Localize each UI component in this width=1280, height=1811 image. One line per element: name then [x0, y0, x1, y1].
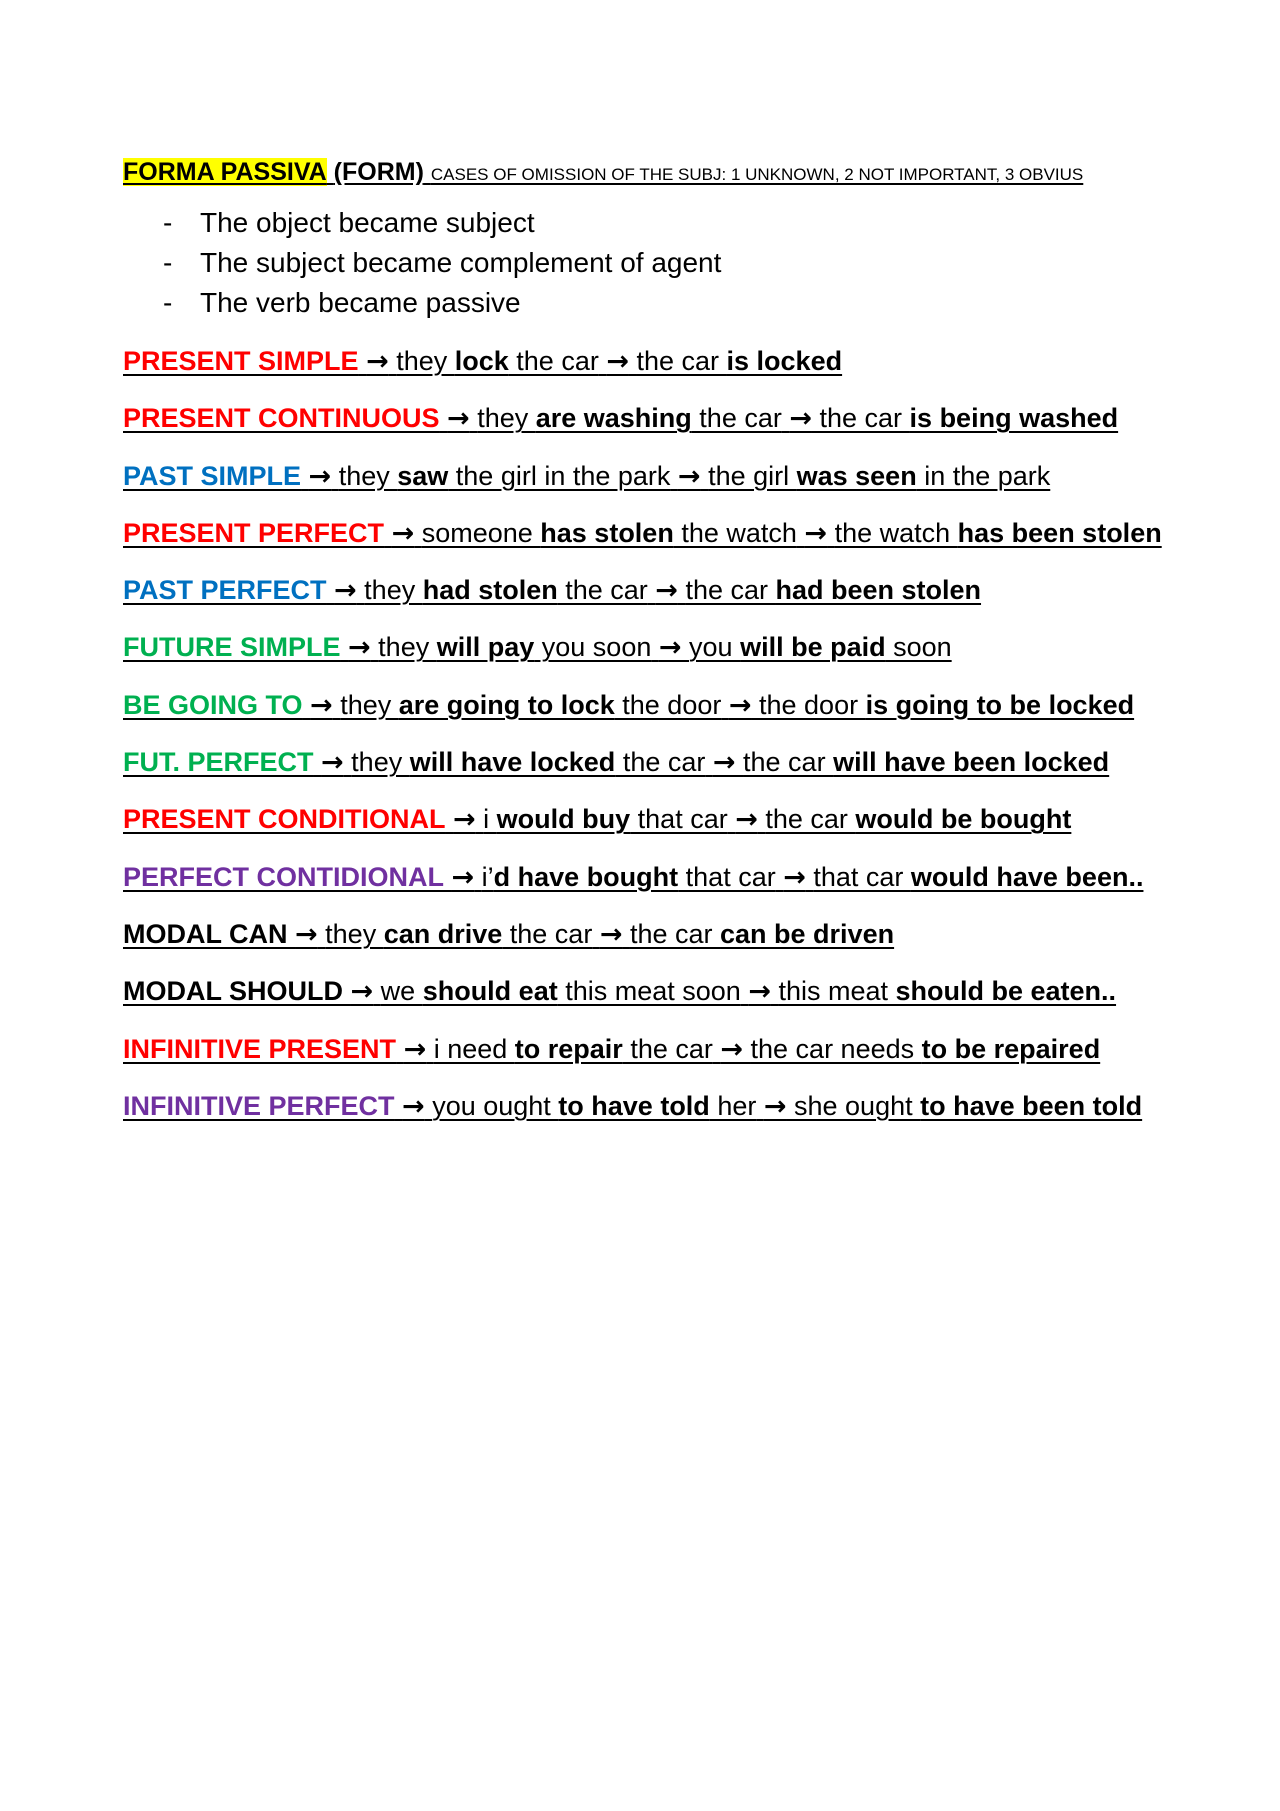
passive-sentence-segment: has been stolen: [957, 517, 1162, 548]
passive-sentence-segment: the car: [765, 804, 856, 835]
active-sentence-segment: the car: [508, 346, 599, 376]
arrow-right-icon: →: [350, 976, 374, 1008]
active-sentence-segment: we: [380, 976, 423, 1007]
rule-text: The object became subject: [200, 207, 535, 238]
active-sentence-segment: has stolen: [540, 517, 674, 548]
arrow-right-icon: →: [748, 976, 771, 1008]
form-label: (FORM): [333, 158, 424, 186]
tense-row: [123, 914, 1163, 954]
tense-row: [123, 570, 1163, 610]
passive-sentence-segment: will be paid: [740, 632, 886, 663]
rule-list-item: [123, 283, 1163, 323]
active-sentence-segment: will have locked: [409, 747, 616, 778]
arrow-right-icon: →: [402, 1090, 425, 1122]
active-sentence-segment: her: [709, 1090, 757, 1121]
active-sentence-segment: the car: [691, 403, 782, 434]
active-sentence-segment: they: [378, 632, 437, 663]
active-sentence-segment: had stolen: [422, 575, 558, 606]
arrow-right-icon: →: [334, 575, 357, 607]
tense-row: [123, 742, 1163, 782]
omission-note: CASES OF OMISSION OF THE SUBJ: 1 UNKNOWN, 2 NOT IMPORTANT, 3 OBVIUS: [430, 165, 1084, 184]
arrow-right-icon: →: [321, 747, 344, 779]
passive-sentence-segment: would have been..: [910, 861, 1144, 892]
arrow-right-icon: →: [447, 403, 470, 435]
active-sentence-segment: someone: [421, 517, 541, 548]
passive-sentence-segment: soon: [885, 632, 952, 663]
tense-row: [123, 398, 1163, 438]
passive-sentence-segment: was seen: [796, 460, 917, 491]
arrow-right-icon: →: [453, 804, 476, 836]
arrow-right-icon: →: [366, 346, 389, 377]
passive-sentence-segment: had been stolen: [775, 575, 982, 606]
active-sentence-segment: that car: [630, 804, 728, 835]
arrow-right-icon: →: [804, 517, 828, 549]
dash-bullet-icon: -: [163, 287, 173, 318]
active-sentence-segment: they: [338, 460, 398, 491]
arrow-right-icon: →: [763, 1090, 787, 1122]
arrow-right-icon: →: [712, 747, 736, 779]
passive-sentence-segment: the car: [685, 575, 776, 606]
tense-row: [123, 971, 1163, 1011]
document-content: [123, 154, 1163, 1143]
passive-sentence-segment: is being washed: [909, 403, 1119, 434]
rule-list-item: [123, 243, 1163, 283]
passive-sentence-segment: to be repaired: [921, 1033, 1101, 1064]
tense-label: PAST PERFECT: [123, 575, 327, 606]
active-sentence-segment: i: [483, 804, 497, 835]
active-sentence-segment: should eat: [422, 976, 558, 1007]
passive-sentence-segment: to have been told: [920, 1090, 1143, 1121]
arrow-right-icon: →: [789, 403, 812, 435]
passive-sentence-segment: she ought: [794, 1090, 921, 1121]
tense-row: [123, 1029, 1163, 1069]
tense-row: [123, 513, 1163, 553]
tense-row: [123, 685, 1163, 725]
passive-sentence-segment: will have been locked: [833, 747, 1110, 778]
tense-row: [123, 627, 1163, 667]
active-sentence-segment: d have bought: [493, 861, 679, 892]
active-sentence-segment: can drive: [383, 918, 503, 949]
active-sentence-segment: the watch: [673, 517, 797, 548]
active-sentence-segment: they: [325, 918, 384, 949]
arrow-right-icon: →: [451, 861, 475, 893]
tense-label: PRESENT PERFECT: [123, 517, 385, 548]
arrow-right-icon: →: [677, 460, 701, 492]
tense-label: FUT. PERFECT: [123, 747, 314, 778]
passive-sentence-segment: the car: [629, 918, 721, 949]
tense-row: [123, 341, 1163, 381]
tense-label: MODAL CAN: [123, 918, 288, 949]
arrow-right-icon: →: [295, 918, 318, 950]
tense-label: PAST SIMPLE: [123, 460, 302, 491]
dash-bullet-icon: -: [163, 207, 173, 238]
arrow-right-icon: →: [728, 689, 752, 721]
tense-label: PRESENT SIMPLE: [123, 346, 359, 376]
page-title: FORMA PASSIVA: [123, 158, 327, 186]
arrow-right-icon: →: [735, 804, 758, 836]
passive-sentence-segment: the car: [819, 403, 910, 434]
passive-sentence-segment: can be driven: [720, 918, 895, 949]
active-sentence-segment: they: [396, 346, 455, 376]
arrow-right-icon: →: [783, 861, 806, 893]
active-sentence-segment: are washing: [535, 403, 692, 434]
tense-label: FUTURE SIMPLE: [123, 632, 341, 663]
rule-list: [123, 203, 1163, 323]
tense-row: [123, 1086, 1163, 1126]
active-sentence-segment: are going to lock: [398, 689, 615, 720]
tense-label: BE GOING TO: [123, 689, 303, 720]
tense-row: [123, 857, 1163, 897]
arrow-right-icon: →: [308, 460, 332, 492]
passive-sentence-segment: that car: [813, 861, 911, 892]
active-sentence-segment: the girl in the park: [448, 460, 671, 491]
arrow-right-icon: →: [658, 632, 682, 664]
active-sentence-segment: saw: [397, 460, 449, 491]
active-sentence-segment: the car: [622, 1033, 713, 1064]
tense-row: [123, 456, 1163, 496]
arrow-right-icon: →: [391, 517, 415, 549]
active-sentence-segment: you soon: [534, 632, 652, 663]
passive-sentence-segment: the door: [759, 689, 866, 720]
rule-text: The subject became complement of agent: [200, 247, 722, 278]
active-sentence-segment: would buy: [496, 804, 631, 835]
active-sentence-segment: i’: [481, 861, 494, 892]
arrow-right-icon: →: [403, 1033, 427, 1065]
passive-sentence-segment: should be eaten..: [895, 976, 1117, 1007]
active-sentence-segment: they: [477, 403, 536, 434]
arrow-right-icon: →: [348, 632, 371, 664]
passive-sentence-segment: is going to be locked: [865, 689, 1135, 720]
title-line: [123, 154, 1163, 193]
active-sentence-segment: lock: [454, 346, 509, 376]
tense-row: [123, 799, 1163, 839]
passive-sentence-segment: would be bought: [855, 804, 1072, 835]
passive-sentence-segment: this meat: [778, 976, 896, 1007]
arrow-right-icon: →: [599, 918, 623, 950]
active-sentence-segment: i need: [433, 1033, 515, 1064]
active-sentence-segment: the car: [557, 575, 648, 606]
active-sentence-segment: they: [364, 575, 423, 606]
tense-label: MODAL SHOULD: [123, 976, 343, 1007]
rule-text: The verb became passive: [200, 287, 521, 318]
passive-sentence-segment: the car needs: [750, 1033, 922, 1064]
passive-sentence-segment: the car: [743, 747, 834, 778]
arrow-right-icon: →: [310, 689, 333, 721]
dash-bullet-icon: -: [163, 247, 173, 278]
active-sentence-segment: that car: [678, 861, 776, 892]
arrow-right-icon: →: [655, 575, 678, 607]
active-sentence-segment: the car: [615, 747, 706, 778]
active-sentence-segment: they: [351, 747, 410, 778]
passive-sentence-segment: in the park: [916, 460, 1051, 491]
active-sentence-segment: to have told: [558, 1090, 710, 1121]
active-sentence-segment: this meat soon: [557, 976, 741, 1007]
passive-sentence-segment: the car: [636, 346, 727, 376]
arrow-right-icon: →: [606, 346, 629, 377]
active-sentence-segment: the door: [614, 689, 722, 720]
tense-label: PERFECT CONTIDIONAL: [123, 861, 444, 892]
active-sentence-segment: to repair: [514, 1033, 623, 1064]
active-sentence-segment: they: [340, 689, 399, 720]
passive-sentence-segment: you: [689, 632, 741, 663]
arrow-right-icon: →: [720, 1033, 743, 1065]
passive-sentence-segment: the girl: [708, 460, 797, 491]
tense-label: INFINITIVE PRESENT: [123, 1033, 397, 1064]
rule-list-item: [123, 203, 1163, 243]
tense-examples: [123, 341, 1163, 1126]
tense-label: PRESENT CONTINUOUS: [123, 403, 440, 434]
tense-label: INFINITIVE PERFECT: [123, 1090, 395, 1121]
active-sentence-segment: will pay: [436, 632, 535, 663]
tense-label: PRESENT CONDITIONAL: [123, 804, 446, 835]
passive-sentence-segment: is locked: [726, 346, 843, 376]
active-sentence-segment: the car: [502, 918, 593, 949]
active-sentence-segment: you ought: [432, 1090, 559, 1121]
passive-sentence-segment: the watch: [834, 517, 958, 548]
